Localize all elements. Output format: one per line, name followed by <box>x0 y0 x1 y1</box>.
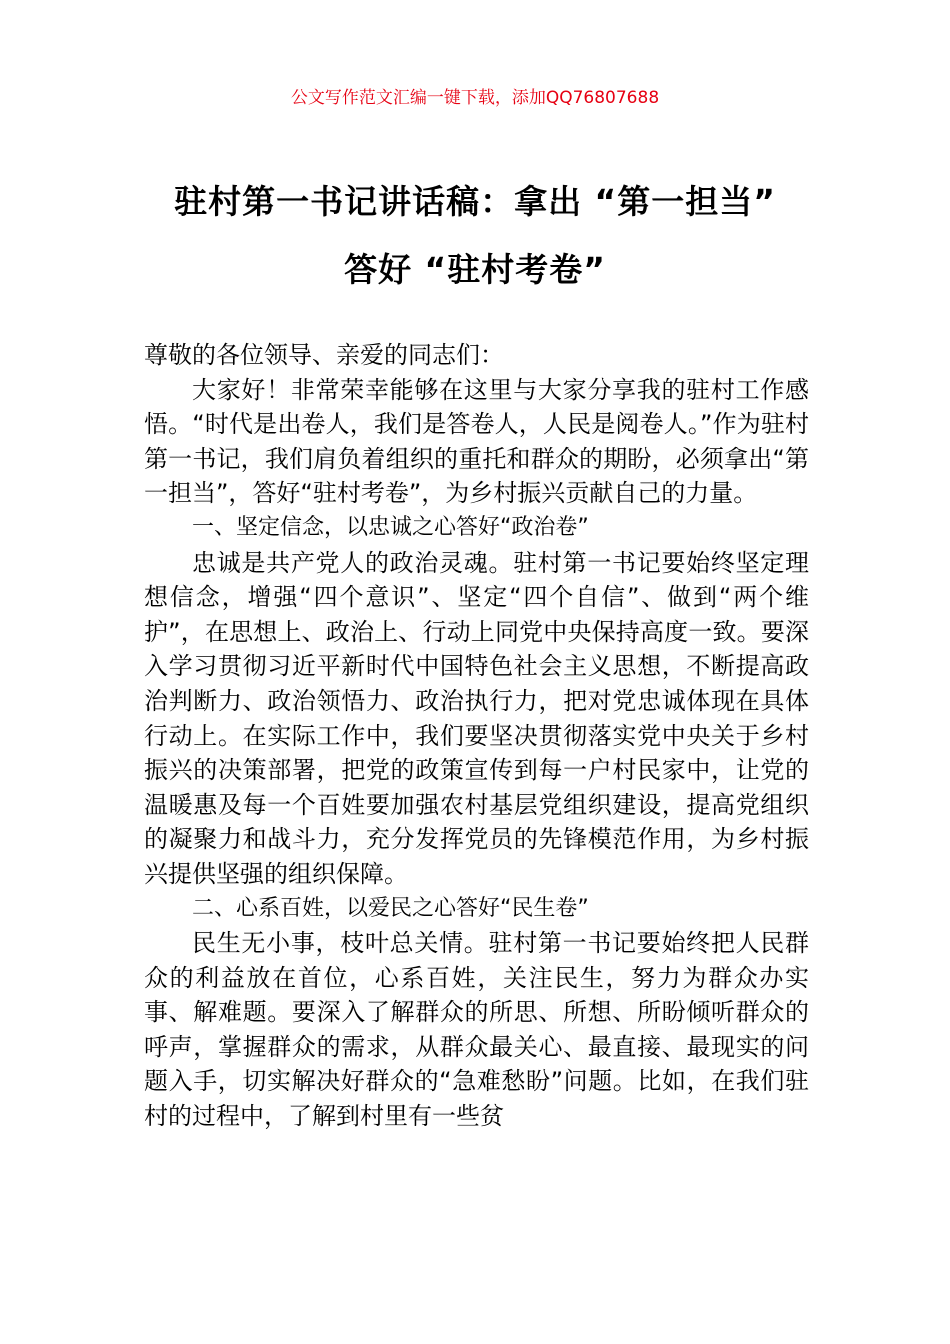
intro-paragraph: 大家好！非常荣幸能够在这里与大家分享我的驻村工作感悟。“时代是出卷人，我们是答卷人，人民是阅卷人。”作为驻村第一书记，我们肩负着组织的重托和群众的期盼，必须拿出“第一担当”，答好“驻村考卷”，为乡村振兴贡献自己的力量。 <box>144 375 809 508</box>
document-title-line-2: 答好 “驻村考卷” <box>344 250 606 289</box>
section-1-heading: 一、坚定信念，以忠诚之心答好“政治卷” <box>192 514 589 540</box>
section-1-paragraph: 忠诚是共产党人的政治灵魂。驻村第一书记要始终坚定理想信念，增强“四个意识”、坚定“四个自信”、做到“两个维护”，在思想上、政治上、行动上同党中央保持高度一致。要深入学习贯彻习近平新时代中国特色社会主义思想，不断提高政治判断力、政治领悟力、政治执行力，把对党忠诚体现在具体行动上。在实际工作中，我们要坚决贯彻落实党中央关于乡村振兴的决策部署，把党的政策宣传到每一户村民家中，让党的温暖惠及每一个百姓要加强农村基层党组织建设，提高党组织的凝聚力和战斗力，充分发挥党员的先锋模范作用，为乡村振兴提供坚强的组织保障。 <box>144 548 809 888</box>
document-title-line-1: 驻村第一书记讲话稿：拿出 “第一担当” <box>174 182 776 221</box>
document-body <box>144 338 809 1134</box>
download-notice: 公文写作范文汇编一键下载，添加QQ76807688 <box>290 88 660 108</box>
salutation: 尊敬的各位领导、亲爱的同志们： <box>144 341 504 369</box>
section-2-paragraph: 民生无小事，枝叶总关情。驻村第一书记要始终把人民群众的利益放在首位，心系百姓，关注民生，努力为群众办实事、解难题。要深入了解群众的所思、所想、所盼倾听群众的呼声，掌握群众的需求，从群众最关心、最直接、最现实的问题入手，切实解决好群众的“急难愁盼”问题。比如，在我们驻村的过程中，了解到村里有一些贫 <box>144 929 809 1131</box>
section-2-heading: 二、心系百姓，以爱民之心答好“民生卷” <box>192 895 589 921</box>
